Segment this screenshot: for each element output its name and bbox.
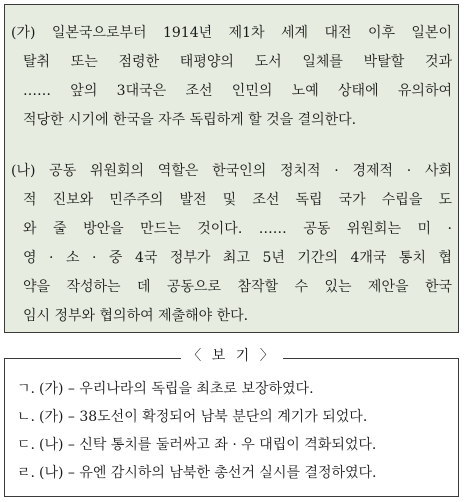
passage-a-line-4: 적당한 시기에 한국을 자주 독립하게 할 것을 결의한다. — [23, 112, 357, 128]
bogi-title — [0, 344, 464, 368]
passage-b-line-6: 임시 정부와 협의하여 제출해야 한다. — [23, 308, 249, 324]
option-marker: ㄷ. — [17, 437, 35, 453]
option-text: (가) – 38도선이 확정되어 남북 분단의 계기가 되었다. — [38, 409, 368, 425]
option-giyeok[interactable] — [17, 377, 314, 401]
option-text: (나) – 유엔 감시하의 남북한 총선거 실시를 결정하였다. — [38, 465, 377, 481]
option-marker: ㄱ. — [17, 381, 35, 397]
option-marker: ㄹ. — [17, 465, 35, 481]
option-rieul[interactable] — [17, 461, 377, 485]
bogi-title-label: 〈 보 기 〉 — [181, 348, 282, 364]
option-text: (나) – 신탁 통치를 둘러싸고 좌 · 우 대립이 격화되었다. — [38, 437, 377, 453]
passage-a — [5, 19, 460, 135]
passage-a-line-2: 탈취 또는 점령한 태평양의 도서 일체를 박탈할 것과 — [23, 54, 452, 70]
bogi-box — [4, 358, 459, 497]
passage-a-line-3: …… 앞의 3대국은 조선 인민의 노예 상태에 유의하여 — [23, 83, 452, 99]
passage-a-line-1: (가) 일본국으로부터 1914년 제1차 세계 대전 이후 일본이 — [11, 25, 452, 41]
passage-b-line-4: 영 · 소 · 중 4국 정부가 최고 5년 기간의 4개국 통치 협 — [23, 250, 452, 266]
passage-b-line-1: (나) 공동 위원회의 역할은 한국인의 정치적 · 경제적 · 사회 — [11, 163, 452, 179]
option-text: (가) – 우리나라의 독립을 최초로 보장하였다. — [38, 381, 314, 397]
option-digeut[interactable] — [17, 433, 376, 457]
passage-b-line-3: 와 줄 방안을 만드는 것이다. …… 공동 위원회는 미 · — [23, 221, 452, 237]
option-marker: ㄴ. — [17, 409, 35, 425]
passage-b — [5, 157, 460, 331]
option-nieun[interactable] — [17, 405, 367, 429]
passage-b-line-5: 약을 작성하는 데 공동으로 참작할 수 있는 제안을 한국 — [23, 279, 452, 295]
passage-b-line-2: 적 진보와 민주주의 발전 및 조선 독립 국가 수립을 도 — [23, 192, 452, 208]
passage-box — [4, 4, 459, 333]
